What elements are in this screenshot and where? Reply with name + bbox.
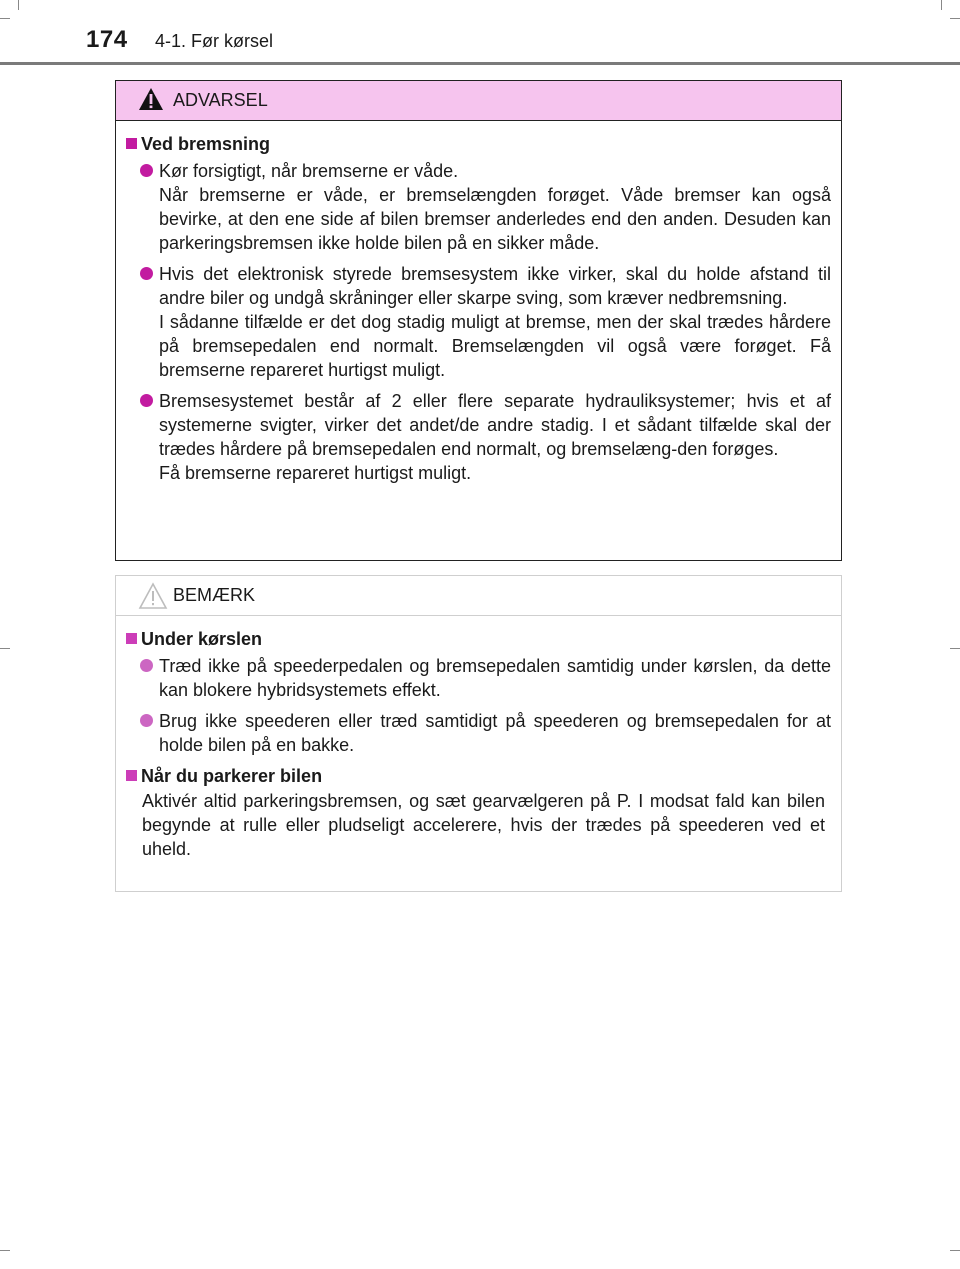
item-text: I sådanne tilfælde er det dog stadig muligt at bremse, men der skal trædes hårdere på bremsepedalen end normalt. Bremselængden vil også være forøget. Få bremserne repareret hurtigst muligt. xyxy=(159,312,831,380)
paragraph xyxy=(124,789,831,861)
page-header xyxy=(0,0,960,64)
warning-label: ADVARSEL xyxy=(173,90,268,110)
list-item xyxy=(124,262,831,382)
item-text: Når bremserne er våde, er bremselængden forøget. Våde bremser kan også bevirke, at den ene side af bilen bremser anderledes end den anden. Desuden kan parkeringsbremsen ikke holde bilen på en sikker måde. xyxy=(159,185,831,253)
crop-mark xyxy=(0,648,10,649)
item-text: Hvis det elektronisk styrede bremsesystem ikke virker, skal du holde afstand til andre biler og undgå skråninger eller skarpe sving, som kræver nedbremsning. xyxy=(159,264,831,308)
list-item xyxy=(124,709,831,757)
group-title xyxy=(124,764,831,789)
notice-body xyxy=(116,616,841,861)
round-bullet-icon xyxy=(140,714,153,727)
section-title: 4-1. Før kørsel xyxy=(155,31,274,51)
round-bullet-icon xyxy=(140,659,153,672)
notice-label: BEMÆRK xyxy=(173,585,256,605)
header-divider xyxy=(0,62,960,65)
item-text: Brug ikke speederen eller træd samtidigt på speederen og bremsepedalen for at holde bilen på en bakke. xyxy=(159,711,831,755)
round-bullet-icon xyxy=(140,267,153,280)
crop-mark xyxy=(950,648,960,649)
round-bullet-icon xyxy=(140,394,153,407)
item-text: Træd ikke på speederpedalen og bremsepedalen samtidig under kørslen, da dette kan blokere hybridsystemets effekt. xyxy=(159,656,831,700)
square-bullet-icon xyxy=(126,770,137,781)
round-bullet-icon xyxy=(140,164,153,177)
group-title xyxy=(124,132,831,157)
square-bullet-icon xyxy=(126,138,137,149)
warning-group xyxy=(124,132,831,485)
list-item xyxy=(124,159,831,255)
notice-group xyxy=(124,627,831,757)
notice-header xyxy=(116,576,841,616)
item-text: Bremsesystemet består af 2 eller flere separate hydrauliksystemer; hvis et af systemerne svigter, virker det andet/de andre stadig. I et sådant tilfælde skal der trædes hårdere på bremsepedalen end normalt, og bremselæng-den forøges. xyxy=(159,391,831,459)
caution-triangle-outline-icon xyxy=(138,582,168,610)
paragraph-text: Aktivér altid parkeringsbremsen, og sæt gearvælgeren på P. I modsat fald kan bilen begynde at rulle eller pludseligt accelerere, hvis der trædes på speederen ved et uheld. xyxy=(142,791,825,859)
crop-mark xyxy=(0,1250,10,1251)
item-text: Få bremserne repareret hurtigst muligt. xyxy=(159,463,472,483)
page-number: 174 xyxy=(86,26,128,53)
group-title-text: Ved bremsning xyxy=(141,134,271,154)
warning-header xyxy=(116,81,841,121)
notice-group xyxy=(124,764,831,861)
list-item xyxy=(124,654,831,702)
square-bullet-icon xyxy=(126,633,137,644)
group-title xyxy=(124,627,831,652)
notice-box xyxy=(115,575,842,892)
crop-mark xyxy=(950,1250,960,1251)
item-text: Kør forsigtigt, når bremserne er våde. xyxy=(159,161,459,181)
list-item xyxy=(124,389,831,485)
warning-triangle-icon xyxy=(138,87,164,111)
warning-body xyxy=(116,121,841,485)
group-title-text: Når du parkerer bilen xyxy=(141,766,323,786)
warning-box xyxy=(115,80,842,561)
group-title-text: Under kørslen xyxy=(141,629,263,649)
